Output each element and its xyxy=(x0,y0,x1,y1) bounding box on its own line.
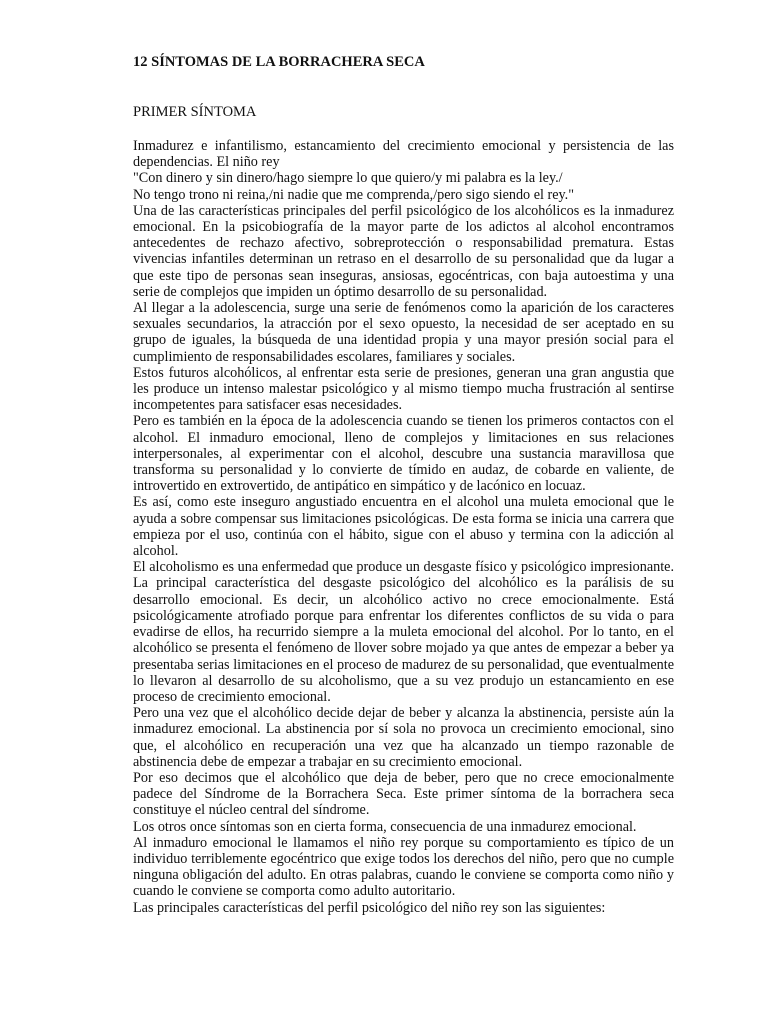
paragraph: Es así, como este inseguro angustiado encuentra en el alcohol una muleta emocional que le ayuda a sobre compensar sus limitaciones psicológicas. De esta forma se inicia una carrera que empieza por el uso, continúa con el hábito, sigue con el abuso y termina con la adicción al alcohol. xyxy=(133,494,674,560)
paragraph: Al llegar a la adolescencia, surge una serie de fenómenos como la aparición de los caracteres sexuales secundarios, la atracción por el sexo opuesto, la necesidad de ser aceptado en su grupo de iguales, la búsqueda de una identidad propia y una mayor presión social para el cumplimiento de responsabilidades escolares, familiares y sociales. xyxy=(133,300,674,365)
paragraph: "Con dinero y sin dinero/hago siempre lo que quiero/y mi palabra es la ley./ xyxy=(133,170,563,187)
document-body xyxy=(133,138,674,916)
paragraph: No tengo trono ni reina,/ni nadie que me comprenda,/pero sigo siendo el rey." xyxy=(133,186,575,203)
paragraph: Los otros once síntomas son en cierta forma, consecuencia de una inmadurez emocional. xyxy=(133,818,637,835)
paragraph: Al inmaduro emocional le llamamos el niño rey porque su comportamiento es típico de un individuo terriblemente egocéntrico que exige todos los derechos del niño, pero que no cumple ninguna obligación del adulto. En otras palabras, cuando le conviene se comporta como niño y cuando le conviene se comporta como adulto autoritario. xyxy=(133,834,674,900)
document-title: 12 SÍNTOMAS DE LA BORRACHERA SECA xyxy=(133,54,425,70)
paragraph: Las principales características del perfil psicológico del niño rey son las siguientes: xyxy=(133,899,606,916)
paragraph: El alcoholismo es una enfermedad que produce un desgaste físico y psicológico impresionante. La principal característica del desgaste psicológico del alcohólico es la parálisis de su desarrollo emocional. Es decir, un alcohólico activo no crece emocionalmente. Está psicológicamente atrofiado porque para enfrentar los diferentes conflictos de su vida o para evadirse de ellos, ha recurrido siempre a la muleta emocional del alcohol. Por lo tanto, en el alcohólico se presenta el fenómeno de llover sobre mojado ya que antes de empezar a beber ya presentaba serias limitaciones en el proceso de madurez de su personalidad, que eventualmente lo llevaron al desarrollo de su alcoholismo, que a su vez produjo un estancamiento en ese proceso de crecimiento emocional. xyxy=(133,559,674,705)
paragraph: Una de las características principales del perfil psicológico de los alcohólicos es la inmadurez emocional. En la psicobiografía de la mayor parte de los adictos al alcohol encontramos antecedentes de rechazo afectivo, sobreprotección o responsabilidad prematura. Estas vivencias infantiles determinan un retraso en el desarrollo de su personalidad que da lugar a que este tipo de personas sean inseguras, ansiosas, egocéntricas, con baja autoestima y una serie de complejos que impiden un óptimo desarrollo de su personalidad. xyxy=(133,202,674,300)
paragraph: Por eso decimos que el alcohólico que deja de beber, pero que no crece emocionalmente padece del Síndrome de la Borrachera Seca. Este primer síntoma de la borrachera seca constituye el núcleo central del síndrome. xyxy=(133,769,674,819)
paragraph: Inmadurez e infantilismo, estancamiento del crecimiento emocional y persistencia de las dependencias. El niño rey xyxy=(133,138,674,171)
paragraph: Pero es también en la época de la adolescencia cuando se tienen los primeros contactos con el alcohol. El inmaduro emocional, lleno de complejos y limitaciones en sus relaciones interpersonales, al experimentar con el alcohol, descubre una sustancia maravillosa que transforma su personalidad y lo convierte de tímido en audaz, de cobarde en valiente, de introvertido en extrovertido, de antipático en simpático y de lacónico en locuaz. xyxy=(133,413,674,495)
paragraph: Pero una vez que el alcohólico decide dejar de beber y alcanza la abstinencia, persiste aún la inmadurez emocional. La abstinencia por sí sola no provoca un crecimiento emocional, sino que, el alcohólico en recuperación una vez que ha alcanzado un tiempo razonable de abstinencia debe de empezar a trabajar en su crecimiento emocional. xyxy=(133,705,674,770)
paragraph: Estos futuros alcohólicos, al enfrentar esta serie de presiones, generan una gran angustia que les produce un intenso malestar psicológico y al mismo tiempo mucha frustración al sentirse incompetentes para satisfacer esas necesidades. xyxy=(133,364,674,414)
section-heading: PRIMER SÍNTOMA xyxy=(133,104,257,120)
